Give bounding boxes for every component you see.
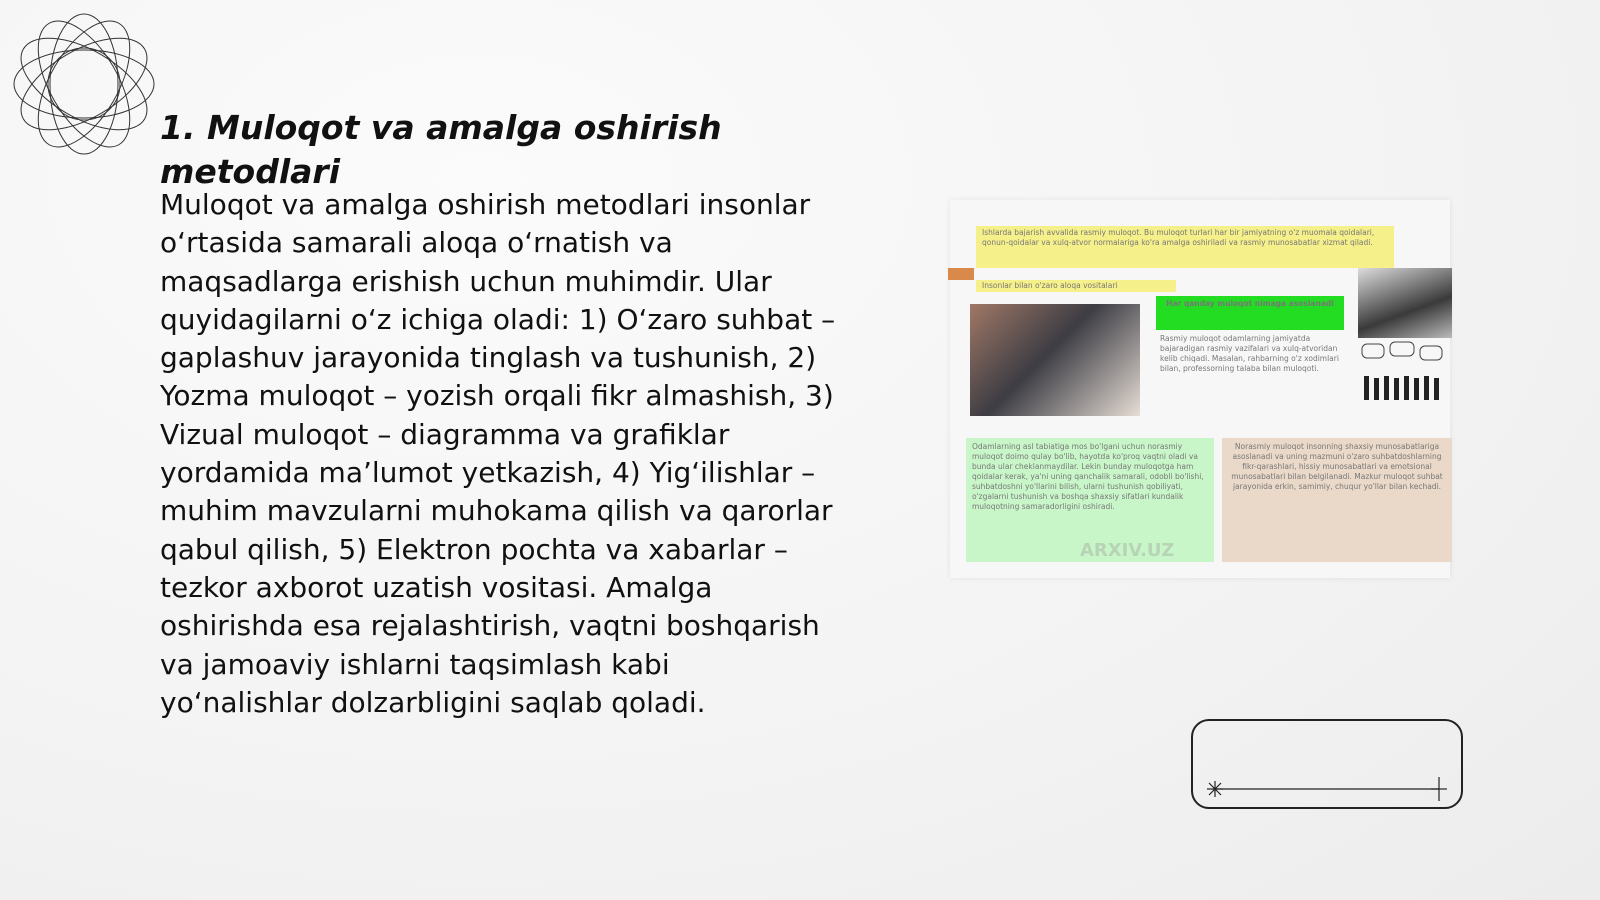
- infographic-image: [950, 200, 1450, 578]
- speech-bubbles-icon: [1354, 340, 1450, 410]
- line-decoration-icon: [1193, 721, 1461, 807]
- orange-tab-decoration: [948, 268, 974, 280]
- infographic-beige-box: Norasmiy muloqot insonning shaxsiy munosabatlariga asoslanadi va uning mazmuni o'zaro suhbatdoshlarning fikr-qarashlari, hissiy munosabatlari va emotsional munosabatlari bilan belgilanadi. Mazkur muloqot suhbat jarayonida erkin, samimiy, chuqur yo'llar bilan kechadi.: [1222, 438, 1452, 562]
- couple-photo: [1358, 268, 1452, 338]
- slide-body-text: Muloqot va amalga oshirish metodlari insonlar o‘rtasida samarali aloqa o‘rnatish va maqsadlarga erishish uchun muhimdir. Ular quyidagilarni o‘z ichiga oladi: 1) O‘zaro suhbat – gaplashuv jarayonida tinglash va tushunish, 2) Yozma muloqot – yozish orqali fikr almashish, 3) Vizual muloqot – diagramma va grafiklar yordamida ma’lumot yetkazish, 4) Yig‘ilishlar – muhim mavzularni muhokama qilish va qarorlar qabul qilish, 5) Elektron pochta va xabarlar – tezkor axborot uzatish vositasi. Amalga oshirishda esa rejalashtirish, vaqtni boshqarish va jamoaviy ishlarni taqsimlash kabi yo‘nalishlar dolzarbligini saqlab qoladi.: [160, 188, 836, 719]
- decorative-ornament-icon: [10, 10, 158, 158]
- slide-title: 1. Muloqot va amalga oshirish metodlari: [160, 108, 722, 191]
- infographic-top-text: Ishlarda bajarish avvalida rasmiy muloqot. Bu muloqot turlari har bir jamiyatning o'z muomala qoidalari, qonun-qoidalar va xulq-atvor normalariga ko'ra amalga oshiriladi va rasmiy munosabatlar xizmat qiladi.: [976, 226, 1394, 268]
- watermark-text: ARXIV.UZ: [1080, 540, 1175, 561]
- office-meeting-photo: [970, 304, 1140, 416]
- infographic-green-box: Odamlarning asl tabiatiga mos bo'lgani uchun norasmiy muloqot doimo qulay bo'lib, hayotda ko'proq vaqtni oladi va bunda ular cheklanmaydilar. Lekin bunday muloqotga ham qoidalar kerak, ya'ni uning qanchalik samarali, odobli bo'lishi, suhbatdoshni yo'llarini bilish, ularni tushunish qobiliyati, o'zgalarni tushunish va boshqa shaxsiy sifatlari kundalik muloqotning samaradorligini oshiradi.: [966, 438, 1214, 562]
- infographic-middle-text: Rasmiy muloqot odamlarning jamiyatda bajaradigan rasmiy vazifalari va xulq-atvoridan kelib chiqadi. Masalan, rahbarning o'z xodimlari bilan, professorning talaba bilan muloqoti.: [1160, 334, 1339, 373]
- decorative-frame: [1191, 719, 1463, 809]
- infographic-top-subtext: Insonlar bilan o'zaro aloqa vositalari: [976, 280, 1176, 292]
- infographic-green-heading: Har qanday muloqot nimaga asoslanadi: [1156, 296, 1344, 330]
